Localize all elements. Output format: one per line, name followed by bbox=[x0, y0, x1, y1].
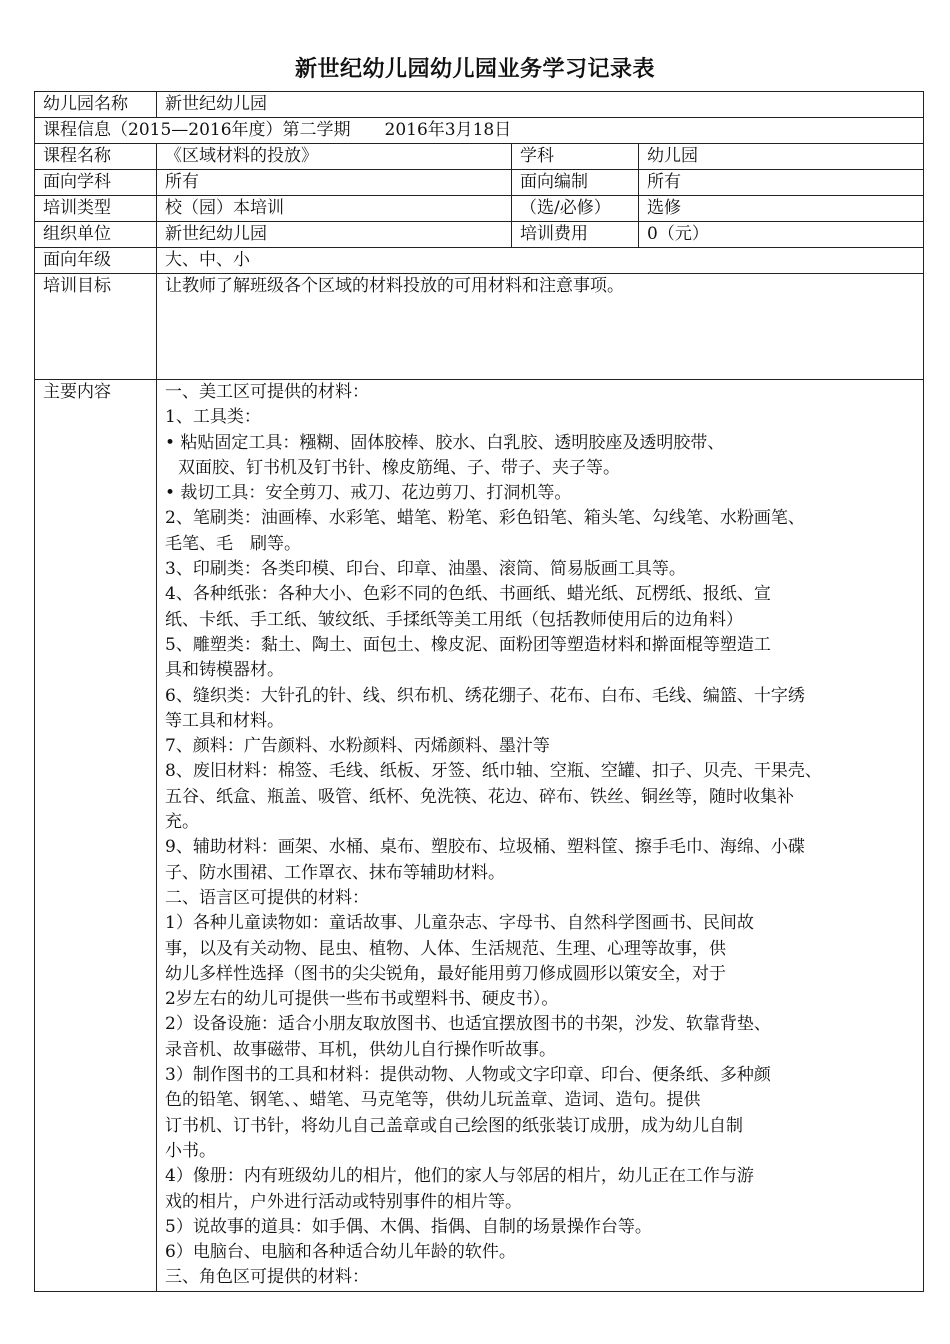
grade-value: 大、中、小 bbox=[157, 248, 924, 274]
content-line: 5、雕塑类：黏土、陶土、面包土、橡皮泥、面粉团等塑造材料和擀面棍等塑造工 bbox=[165, 634, 771, 655]
content-line: 录音机、故事磁带、耳机，供幼儿自行操作听故事。 bbox=[165, 1039, 556, 1060]
row-course-info bbox=[35, 118, 924, 144]
content-line: 8、废旧材料：棉签、毛线、纸板、牙签、纸巾轴、空瓶、空罐、扣子、贝壳、干果壳、 bbox=[165, 761, 822, 782]
content-line: 具和铸模器材。 bbox=[165, 660, 284, 681]
content-line: 等工具和材料。 bbox=[165, 710, 284, 731]
content-line: 事，以及有关动物、昆虫、植物、人体、生活规范、生理、心理等故事，供 bbox=[165, 938, 726, 959]
subject-value: 幼儿园 bbox=[639, 144, 924, 170]
content-line: 2、笔刷类：油画棒、水彩笔、蜡笔、粉笔、彩色铅笔、箱头笔、勾线笔、水粉画笔、 bbox=[165, 508, 805, 529]
kindergarten-label: 幼儿园名称 bbox=[35, 92, 157, 118]
elective-value: 选修 bbox=[639, 196, 924, 222]
row-kindergarten bbox=[35, 92, 924, 118]
content-line: 2岁左右的幼儿可提供一些布书或塑料书、硬皮书）。 bbox=[165, 989, 559, 1010]
row-main-content bbox=[35, 380, 924, 1292]
content-line: 4、各种纸张：各种大小、色彩不同的色纸、书画纸、蜡光纸、瓦楞纸、报纸、宣 bbox=[165, 584, 771, 605]
content-line: • 粘贴固定工具：糨糊、固体胶棒、胶水、白乳胶、透明胶座及透明胶带、 bbox=[165, 432, 725, 453]
content-line: 幼儿多样性选择（图书的尖尖锐角，最好能用剪刀修成圆形以策安全，对于 bbox=[165, 963, 726, 984]
content-line: 小书。 bbox=[165, 1140, 216, 1161]
content-line: 二、语言区可提供的材料： bbox=[165, 887, 369, 908]
content-line: 色的铅笔、钢笔、、蜡笔、马克笔等，供幼儿玩盖章、造词、造句。提供 bbox=[165, 1090, 701, 1111]
document-title: 新世纪幼儿园幼儿园业务学习记录表 bbox=[294, 57, 655, 82]
content-line: 5）说故事的道具：如手偶、木偶、指偶、自制的场景操作台等。 bbox=[165, 1216, 652, 1237]
content-line: 双面胶、钉书机及钉书针、橡皮筋绳、子、带子、夹子等。 bbox=[178, 457, 620, 478]
content-line: 1）各种儿童读物如：童话故事、儿童杂志、字母书、自然科学图画书、民间故 bbox=[165, 913, 754, 934]
target-staff-value: 所有 bbox=[639, 170, 924, 196]
main-content-label: 主要内容 bbox=[35, 380, 157, 1292]
target-subject-value: 所有 bbox=[157, 170, 512, 196]
training-type-value: 校（园）本培训 bbox=[157, 196, 512, 222]
content-line: 9、辅助材料：画架、水桶、桌布、塑胶布、垃圾桶、塑料筐、擦手毛巾、海绵、小碟 bbox=[165, 837, 805, 858]
content-line: 3、印刷类：各类印模、印台、印章、油墨、滚筒、简易版画工具等。 bbox=[165, 559, 686, 580]
content-line: 6）电脑台、电脑和各种适合幼儿年龄的软件。 bbox=[165, 1242, 516, 1263]
row-organizer bbox=[35, 222, 924, 248]
target-staff-label: 面向编制 bbox=[512, 170, 639, 196]
content-line: 6、缝织类：大针孔的针、线、织布机、绣花绷子、花布、白布、毛线、编篮、十字绣 bbox=[165, 685, 805, 706]
content-line: 7、颜料：广告颜料、水粉颜料、丙烯颜料、墨汁等 bbox=[165, 736, 550, 757]
content-line: 充。 bbox=[165, 812, 199, 833]
course-info: 课程信息（2015—2016年度）第二学期 2016年3月18日 bbox=[35, 118, 924, 144]
content-line: 3）制作图书的工具和材料：提供动物、人物或文字印章、印台、便条纸、多种颜 bbox=[165, 1065, 771, 1086]
kindergarten-value: 新世纪幼儿园 bbox=[157, 92, 924, 118]
row-training-type bbox=[35, 196, 924, 222]
content-line: • 裁切工具：安全剪刀、戒刀、花边剪刀、打洞机等。 bbox=[165, 483, 572, 504]
main-content-body bbox=[165, 380, 915, 1291]
row-target-subject bbox=[35, 170, 924, 196]
content-line: 4）像册：内有班级幼儿的相片，他们的家人与邻居的相片，幼儿正在工作与游 bbox=[165, 1166, 754, 1187]
content-line: 五谷、纸盒、瓶盖、吸管、纸杯、免洗筷、花边、碎布、铁丝、铜丝等，随时收集补 bbox=[165, 786, 794, 807]
content-line: 毛笔、毛 刷等。 bbox=[165, 533, 301, 554]
row-course-name bbox=[35, 144, 924, 170]
row-grade bbox=[35, 248, 924, 274]
content-line: 一、美工区可提供的材料： bbox=[165, 382, 369, 402]
goal-value: 让教师了解班级各个区域的材料投放的可用材料和注意事项。 bbox=[157, 274, 924, 380]
course-name-label: 课程名称 bbox=[35, 144, 157, 170]
content-line: 1、工具类： bbox=[165, 407, 261, 428]
grade-label: 面向年级 bbox=[35, 248, 157, 274]
training-type-label: 培训类型 bbox=[35, 196, 157, 222]
content-line: 纸、卡纸、手工纸、皱纹纸、手揉纸等美工用纸（包括教师使用后的边角料） bbox=[165, 609, 743, 630]
content-line: 三、角色区可提供的材料： bbox=[165, 1267, 369, 1288]
content-line: 订书机、订书针，将幼儿自己盖章或自己绘图的纸张装订成册，成为幼儿自制 bbox=[165, 1115, 743, 1136]
goal-label: 培训目标 bbox=[35, 274, 157, 380]
content-line: 2）设备设施：适合小朋友取放图书、也适宜摆放图书的书架，沙发、软靠背垫、 bbox=[165, 1014, 771, 1035]
main-content-cell bbox=[157, 380, 924, 1292]
row-goal bbox=[35, 274, 924, 380]
organizer-label: 组织单位 bbox=[35, 222, 157, 248]
elective-label: （选/必修） bbox=[512, 196, 639, 222]
content-line: 子、防水围裙、工作罩衣、抹布等辅助材料。 bbox=[165, 862, 505, 883]
fee-label: 培训费用 bbox=[512, 222, 639, 248]
target-subject-label: 面向学科 bbox=[35, 170, 157, 196]
record-form-table bbox=[34, 91, 924, 1292]
fee-value: 0（元） bbox=[639, 222, 924, 248]
subject-label: 学科 bbox=[512, 144, 639, 170]
course-name-value: 《区域材料的投放》 bbox=[157, 144, 512, 170]
organizer-value: 新世纪幼儿园 bbox=[157, 222, 512, 248]
content-line: 戏的相片，户外进行活动或特别事件的相片等。 bbox=[165, 1191, 522, 1212]
